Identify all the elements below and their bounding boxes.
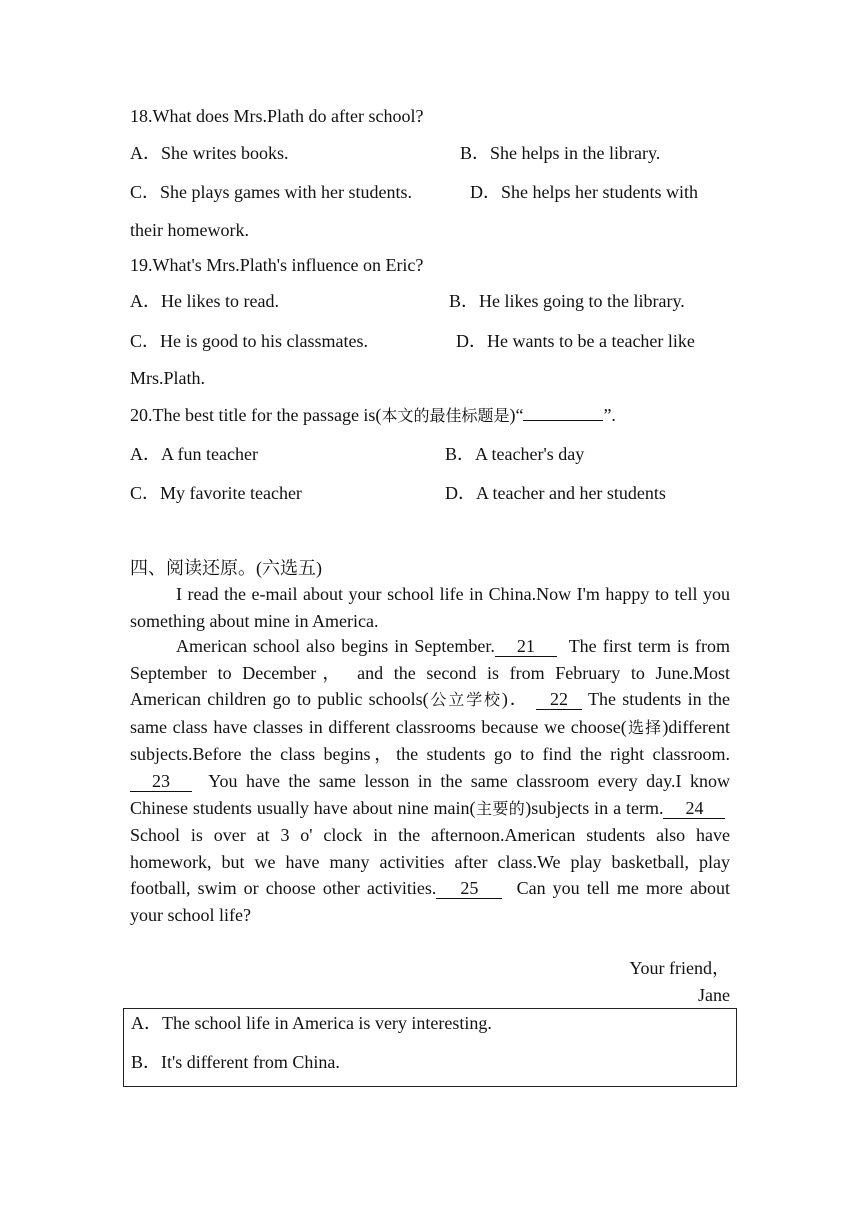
q20-option-a: A．A fun teacher bbox=[130, 444, 258, 464]
q18-option-d: D．She helps her students with bbox=[470, 182, 698, 202]
paragraph-text: The first term is from September to December， and the second is from February to June.Most American children go to public schools( bbox=[130, 636, 730, 710]
paragraph-text: Can you tell me more about your school life? bbox=[130, 878, 731, 925]
q20-question-prefix: 20.The best title for the passage is( bbox=[130, 405, 382, 425]
paragraph-text: )subjects in a term. bbox=[525, 797, 664, 818]
option-a: A．The school life in America is very interesting. bbox=[131, 1013, 492, 1033]
q19-question: 19.What's Mrs.Plath's influence on Eric? bbox=[130, 255, 424, 275]
blank-23[interactable]: 23 bbox=[130, 771, 192, 792]
chinese-gloss: 公立学校 bbox=[428, 690, 502, 710]
q20-option-d: D．A teacher and her students bbox=[445, 483, 666, 503]
letter-closing: Your friend， bbox=[629, 958, 730, 978]
paragraph-text: American school also begins in September. bbox=[176, 636, 495, 656]
q18-option-b: B．She helps in the library. bbox=[460, 143, 661, 163]
paragraph-text: )different subjects.Before the class begins，the students go to find the right classroom. bbox=[130, 716, 730, 765]
q19-option-b: B．He likes going to the library. bbox=[449, 291, 685, 311]
letter-paragraph-2 bbox=[130, 633, 730, 929]
blank-22[interactable]: 22 bbox=[536, 689, 582, 710]
q20-option-b: B．A teacher's day bbox=[445, 444, 585, 464]
q19-option-d-continued: Mrs.Plath. bbox=[130, 368, 206, 388]
q19-option-c: C．He is good to his classmates. bbox=[130, 331, 368, 351]
q20-question-end: ”. bbox=[603, 405, 616, 425]
q19-option-a: A．He likes to read. bbox=[130, 291, 279, 311]
q18-option-a: A．She writes books. bbox=[130, 143, 289, 163]
blank-25[interactable]: 25 bbox=[436, 878, 502, 899]
paragraph-text: )． bbox=[501, 689, 530, 710]
q20-option-c: C．My favorite teacher bbox=[130, 483, 302, 503]
blank-21[interactable]: 21 bbox=[495, 636, 557, 657]
paragraph-text: You have the same lesson in the same classroom every day.I know Chinese students usually have about nine main( bbox=[130, 770, 730, 818]
letter-paragraph-1: I read the e-mail about your school life in China.Now I'm happy to tell you something about mine in America. bbox=[130, 584, 730, 631]
q20-question-chinese: 本文的最佳标题是 bbox=[381, 406, 510, 425]
chinese-gloss: 选择 bbox=[626, 717, 663, 737]
q18-option-c: C．She plays games with her students. bbox=[130, 182, 412, 202]
paragraph-text: School is over at 3 o' clock in the afternoon.American students also have homework, but we have many activities after class.We play basketball, play football, swim or choose other activities. bbox=[130, 825, 730, 899]
q19-option-d: D．He wants to be a teacher like bbox=[456, 331, 695, 351]
blank-24[interactable]: 24 bbox=[663, 798, 725, 819]
option-b: B．It's different from China. bbox=[131, 1052, 340, 1072]
q18-question: 18.What does Mrs.Plath do after school? bbox=[130, 106, 424, 126]
letter-signature: Jane bbox=[698, 985, 730, 1005]
paragraph-text: The students in the same class have classes in different classrooms because we choose( bbox=[130, 689, 730, 737]
q20-question-open-quote: )“ bbox=[509, 405, 524, 425]
options-box bbox=[123, 1008, 737, 1087]
q20-answer-blank[interactable] bbox=[523, 420, 603, 421]
chinese-gloss: 主要的 bbox=[475, 798, 526, 818]
q20-question bbox=[130, 404, 616, 427]
q18-option-d-continued: their homework. bbox=[130, 220, 249, 240]
section-heading: 四、阅读还原。(六选五) bbox=[130, 558, 322, 578]
